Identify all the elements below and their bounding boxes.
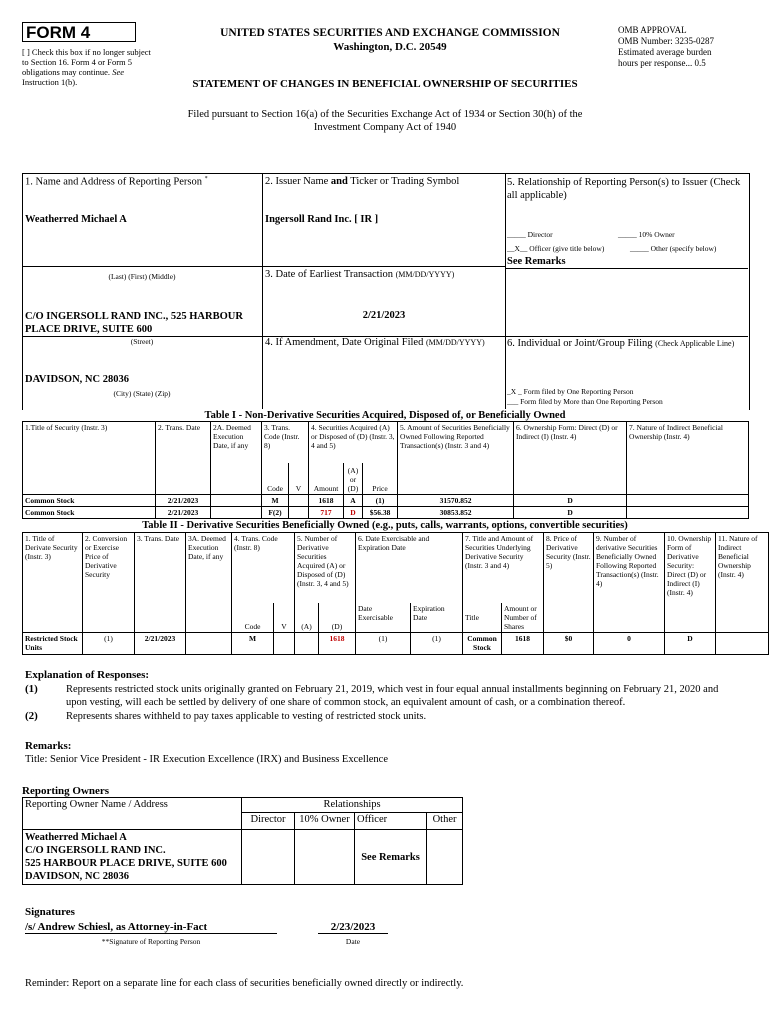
- t2-owned: 0: [594, 632, 665, 654]
- table-row: [23, 507, 749, 519]
- t2-amount-header: Amount or Number of Shares: [502, 603, 544, 633]
- t1-h7: 7. Nature of Indirect Beneficial Ownership (Instr. 4): [627, 422, 749, 495]
- box4-label: 4. If Amendment, Date Original Filed (MM/DD/YYYY): [265, 337, 485, 348]
- t2-exercisable: (1): [356, 632, 411, 654]
- owner-other-cell: [427, 830, 463, 885]
- t1-h5: 5. Amount of Securities Beneficially Owned Following Reported Transaction(s) (Instr. 3 and 4): [398, 422, 514, 495]
- t2-underlying-title: Common Stock: [463, 632, 502, 654]
- t1-ad: A: [344, 495, 363, 507]
- t2-h6: 6. Date Exercisable and Expiration Date: [356, 533, 463, 603]
- owners-col-rel: Relationships: [242, 798, 463, 813]
- t1-amount-header: Amount: [309, 463, 344, 495]
- date-label: Date: [345, 937, 361, 946]
- t1-form: D: [514, 495, 627, 507]
- t2-h4: 4. Trans. Code (Instr. 8): [232, 533, 295, 603]
- owners-col-other: Other: [427, 813, 463, 830]
- t2-h3: 3. Trans. Date: [135, 533, 186, 633]
- t2-title: Restricted Stock Units: [23, 632, 83, 654]
- t2-h3a: 3A. Deemed Execution Date, if any: [186, 533, 232, 633]
- owner-address: Weatherred Michael A C/O INGERSOLL RAND INC. 525 HARBOUR PLACE DRIVE, SUITE 600 DAVIDSON, NC 28036: [23, 830, 242, 885]
- checkbox-note: [22, 47, 152, 87]
- t1-nature: [627, 507, 749, 519]
- signer-name: /s/ Andrew Schiesl, as Attorney-in-Fact: [25, 921, 277, 934]
- t2-date-ex-header: Date Exercisable: [356, 603, 411, 633]
- t1-h2: 2. Trans. Date: [156, 422, 211, 495]
- omb-title: OMB APPROVAL: [618, 25, 687, 35]
- rel-director: _____ Director: [507, 230, 553, 239]
- omb-burden: Estimated average burden: [618, 47, 712, 57]
- agency-name: UNITED STATES SECURITIES AND EXCHANGE COMMISSION: [220, 27, 560, 39]
- t1-h6: 6. Ownership Form: Direct (D) or Indirect (I) (Instr. 4): [514, 422, 627, 495]
- t2-d: 1618: [319, 632, 356, 654]
- rel-officer: __X__ Officer (give title below): [507, 244, 605, 253]
- city-label: (City) (State) (Zip): [113, 389, 171, 398]
- t1-title: Common Stock: [23, 507, 156, 519]
- t1-title: Common Stock: [23, 495, 156, 507]
- t2-a: [295, 632, 319, 654]
- street-label: (Street): [130, 337, 154, 346]
- t2-deemed: [186, 632, 232, 654]
- reporting-person-name: Weatherred Michael A: [25, 214, 127, 225]
- footnote-1-num: (1): [25, 683, 38, 695]
- issuer-name: Ingersoll Rand Inc. [ IR ]: [265, 214, 379, 225]
- t2-price: $0: [544, 632, 594, 654]
- t1-code: F(2): [262, 507, 289, 519]
- omb-hours: hours per response... 0.5: [618, 58, 706, 68]
- signer-label: **Signature of Reporting Person: [101, 937, 201, 946]
- rel-ten-pct: _____ 10% Owner: [618, 230, 675, 239]
- t2-exp-header: Expiration Date: [411, 603, 463, 633]
- t1-owned: 31570.852: [398, 495, 514, 507]
- t2-h2: 2. Conversion or Exercise Price of Derivative Security: [83, 533, 135, 633]
- t1-h2a: 2A. Deemed Execution Date, if any: [211, 422, 262, 495]
- t1-deemed: [211, 495, 262, 507]
- t2-form: D: [665, 632, 716, 654]
- street-address: C/O INGERSOLL RAND INC., 525 HARBOUR PLACE DRIVE, SUITE 600: [25, 311, 243, 335]
- remarks-heading: Remarks:: [25, 740, 72, 752]
- signatures-heading: Signatures: [25, 906, 75, 918]
- owner-ten-pct-cell: [295, 830, 355, 885]
- reminder-text: Reminder: Report on a separate line for each class of securities beneficially owned directly or indirectly.: [25, 978, 464, 989]
- box5-label: 5. Relationship of Reporting Person(s) to Issuer (Check all applicable): [507, 177, 741, 201]
- t2-h5: 5. Number of Derivative Securities Acquired (A) or Disposed of (D) (Instr. 3, 4 and 5): [295, 533, 356, 603]
- city-state-zip: DAVIDSON, NC 28036: [25, 374, 129, 385]
- filing-more-persons: ___ Form filed by More than One Reporting Person: [507, 397, 663, 406]
- footnote-1-text: Represents restricted stock units originally granted on February 21, 2019, which vest in four equal annual installments beginning on February 21, 2020 and upon vesting, will each be settled by delivery of one share of common stock, an equivalent amount of cash, or a combination thereof.: [66, 684, 719, 708]
- filed-pursuant: [100, 108, 670, 134]
- t2-conv: (1): [83, 632, 135, 654]
- table-row: [23, 495, 749, 507]
- rel-other: _____ Other (specify below): [630, 244, 717, 253]
- table-row: [23, 830, 463, 885]
- t1-h1: 1.Title of Security (Instr. 3): [23, 422, 156, 495]
- t2-a-header: (A): [295, 603, 319, 633]
- owners-col-ten-pct: 10% Owner: [295, 813, 355, 830]
- t1-v: [289, 507, 309, 519]
- t2-d-header: (D): [319, 603, 356, 633]
- omb-approval: [618, 25, 758, 69]
- owner-officer-cell: See Remarks: [355, 830, 427, 885]
- t1-amount: 717: [309, 507, 344, 519]
- filed-line-1: Filed pursuant to Section 16(a) of the Securities Exchange Act of 1934 or Section 30(h) of the: [187, 109, 583, 120]
- footnote-2-text: Represents shares withheld to pay taxes applicable to vesting of restricted stock units.: [66, 711, 427, 722]
- table2: [22, 532, 769, 655]
- t2-h10: 10. Ownership Form of Derivative Security: Direct (D) or Indirect (I) (Instr. 4): [665, 533, 716, 633]
- owners-heading: Reporting Owners: [22, 785, 110, 797]
- checkbox-see: See: [112, 67, 124, 77]
- box1-label: 1. Name and Address of Reporting Person *: [25, 176, 208, 188]
- t1-ad-header: (A) or (D): [344, 463, 363, 495]
- earliest-transaction-date: 2/21/2023: [362, 310, 406, 321]
- t2-h9: 9. Number of derivative Securities Beneficially Owned Following Reported Transaction(s) (Instr. 4): [594, 533, 665, 633]
- owners-col-officer: Officer: [355, 813, 427, 830]
- t1-price: (1): [363, 495, 398, 507]
- reporting-person-grid: [22, 173, 750, 410]
- t1-form: D: [514, 507, 627, 519]
- t2-h7: 7. Title and Amount of Securities Underlying Derivative Security (Instr. 3 and 4): [463, 533, 544, 603]
- t2-v-header: V: [274, 603, 295, 633]
- owners-table: [22, 797, 463, 885]
- t2-underlying-amount: 1618: [502, 632, 544, 654]
- t1-deemed: [211, 507, 262, 519]
- t1-v-header: V: [289, 463, 309, 495]
- box6-label: 6. Individual or Joint/Group Filing (Check Applicable Line): [507, 338, 735, 349]
- owners-col-name: Reporting Owner Name / Address: [23, 798, 242, 830]
- t1-price: $56.38: [363, 507, 398, 519]
- table-row: [23, 632, 769, 654]
- box3-label: 3. Date of Earliest Transaction (MM/DD/YYYY): [265, 269, 455, 280]
- remarks-text: Title: Senior Vice President - IR Execution Excellence (IRX) and Business Excellence: [25, 754, 388, 765]
- owners-col-director: Director: [242, 813, 295, 830]
- t1-owned: 30853.852: [398, 507, 514, 519]
- t1-date: 2/21/2023: [156, 495, 211, 507]
- explanation-heading: Explanation of Responses:: [25, 669, 150, 681]
- t1-h3: 3. Trans. Code (Instr. 8): [262, 422, 309, 463]
- footnote-2-num: (2): [25, 710, 38, 722]
- form-title: FORM 4: [22, 22, 136, 42]
- t2-v: [274, 632, 295, 654]
- t1-ad: D: [344, 507, 363, 519]
- t1-amount: 1618: [309, 495, 344, 507]
- checkbox-instr: Instruction 1(b).: [22, 77, 78, 87]
- checkbox-text: [ ] Check this box if no longer subject to Section 16. Form 4 or Form 5 obligations may continue.: [22, 47, 151, 77]
- t1-nature: [627, 495, 749, 507]
- t1-date: 2/21/2023: [156, 507, 211, 519]
- t2-code-header: Code: [232, 603, 274, 633]
- omb-number: OMB Number: 3235-0287: [618, 36, 714, 46]
- t1-code-header: Code: [262, 463, 289, 495]
- t2-date: 2/21/2023: [135, 632, 186, 654]
- filing-one-person: _X _ Form filed by One Reporting Person: [507, 387, 634, 396]
- agency-city: Washington, D.C. 20549: [333, 41, 447, 53]
- rel-see-remarks: See Remarks: [507, 256, 566, 267]
- table1-title: Table I - Non-Derivative Securities Acquired, Disposed of, or Beneficially Owned: [204, 410, 566, 421]
- t2-code: M: [232, 632, 274, 654]
- t1-v: [289, 495, 309, 507]
- name-parts-label: (Last) (First) (Middle): [108, 272, 176, 281]
- signature-date: 2/23/2023: [318, 921, 388, 934]
- filed-line-2: Investment Company Act of 1940: [313, 122, 457, 133]
- box2-label: 2. Issuer Name and Ticker or Trading Symbol: [265, 176, 460, 187]
- t2-h8: 8. Price of Derivative Security (Instr. 5): [544, 533, 594, 633]
- owner-director-cell: [242, 830, 295, 885]
- t2-h11: 11. Nature of Indirect Beneficial Ownership (Instr. 4): [716, 533, 769, 633]
- t1-h4: 4. Securities Acquired (A) or Disposed of (D) (Instr. 3, 4 and 5): [309, 422, 398, 463]
- t2-expiration: (1): [411, 632, 463, 654]
- statement-title: STATEMENT OF CHANGES IN BENEFICIAL OWNERSHIP OF SECURITIES: [192, 78, 578, 90]
- t2-title-header: Title: [463, 603, 502, 633]
- t2-nature: [716, 632, 769, 654]
- t1-price-header: Price: [363, 463, 398, 495]
- table1: [22, 421, 749, 519]
- table2-title: Table II - Derivative Securities Beneficially Owned (e.g., puts, calls, warrants, options, convertible securities): [142, 520, 628, 531]
- t2-h1: 1. Title of Derivate Security (Instr. 3): [23, 533, 83, 633]
- t1-code: M: [262, 495, 289, 507]
